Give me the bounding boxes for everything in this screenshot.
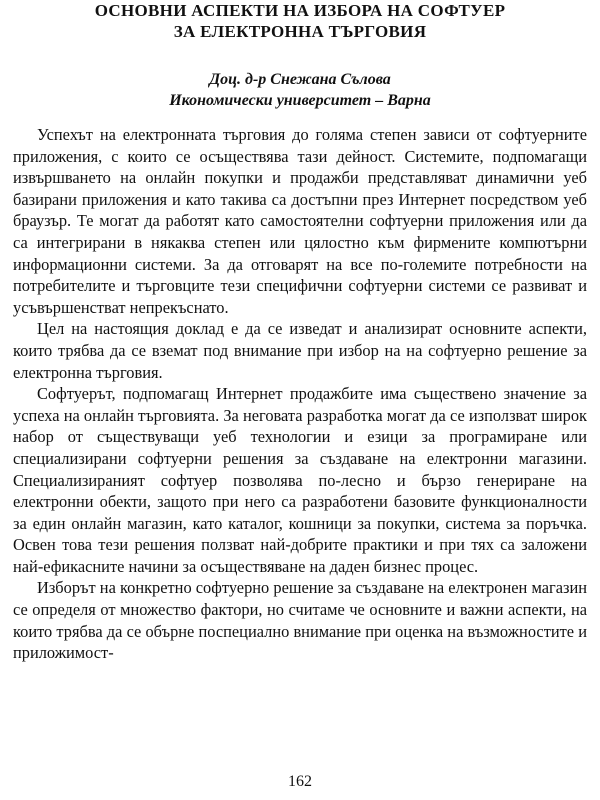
author-name: Доц. д-р Снежана Сълова [209, 71, 391, 88]
paragraph: Софтуерът, подпомагащ Интернет продажбите има съществено значение за успеха на онлайн търговията. За неговата разработка могат да се използват широк набор от съществуващи уеб технологии и езици за програмиране или специализирани софтуерни решения за създаване на електронни магазини. Специализираният софтуер позволява по-лесно и бързо генериране на електронни обекти, защото при него са разработени базовите функционалности за един онлайн магазин, като каталог, кошници за покупки, система за поръчка. Освен това тези решения ползват най-добрите практики и при тях са заложени най-ефикасните начини за осъществяване на даден бизнес процес. [13, 384, 587, 576]
document-title [0, 0, 600, 42]
title-line: ОСНОВНИ АСПЕКТИ НА ИЗБОРА НА СОФТУЕР [94, 1, 506, 20]
title-line: ЗА ЕЛЕКТРОННА ТЪРГОВИЯ [173, 22, 427, 41]
author-affiliation: Икономически университет – Варна [169, 92, 431, 109]
page-number: 162 [288, 773, 312, 790]
author-block [0, 69, 600, 111]
body-text [13, 124, 587, 664]
paragraph: Цел на настоящия доклад е да се изведат и анализират основните аспекти, които трябва да се вземат под внимание при избор на на софтуерно решение за електронна търговия. [13, 319, 587, 382]
paragraph: Изборът на конкретно софтуерно решение за създаване на електронен магазин се определя от множество фактори, но считаме че основните и важни аспекти, на които трябва да се обърне поспециално внимание при оценка на възможностите и приложимост- [13, 578, 587, 663]
paragraph: Успехът на електронната търговия до голяма степен зависи от софтуерните приложения, с които се осъществява тази дейност. Системите, подпомагащи извършването на онлайн покупки и продажби представляват динамични уеб базирани приложения и като такива са достъпни през Интернет посредством уеб браузър. Те могат да работят като самостоятелни софтуерни приложения или да са интегрирани в някаква степен или цялостно към фирмените компютърни информационни системи. За да отговарят на все по-големите потребности на потребителите и търговците тези специфични софтуерни системи се развиват и усъвършенстват непрекъснато. [13, 125, 587, 317]
